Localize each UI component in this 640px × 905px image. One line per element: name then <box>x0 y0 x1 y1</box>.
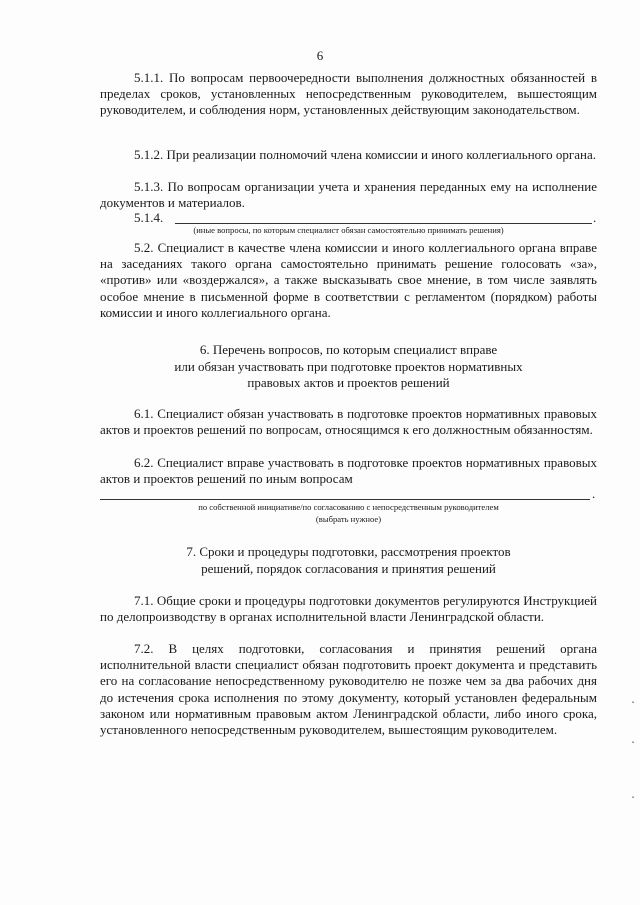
paragraph-5-1-2: 5.1.2. При реализации полномочий члена комиссии и иного коллегиального органа. <box>134 147 597 162</box>
blank-line-5-1-4 <box>175 223 592 224</box>
page-number: 6 <box>316 48 324 63</box>
paragraph-7-1: 7.1. Общие сроки и процедуры подготовки документов регулируются Инструкцией по делопроизводству в органах исполнительной власти Ленинградской области. <box>100 593 597 625</box>
section-6-heading-line: правовых актов и проектов решений <box>247 375 450 390</box>
paragraph-5-1-1: 5.1.1. По вопросам первоочередности выполнения должностных обязанностей в пределах сроков, установленных непосредственным руководителем, вышестоящим руководителем, и соблюдения норм, установленных действующим законодательством. <box>100 70 597 118</box>
paragraph-5-1-4-label: 5.1.4. <box>134 210 164 225</box>
section-7-heading <box>100 544 597 577</box>
margin-scan-mark: ▪ <box>631 700 634 706</box>
paragraph-6-2: 6.2. Специалист вправе участвовать в подготовке проектов нормативных правовых актов и проектов решений по иным вопросам <box>100 455 597 487</box>
section-6-heading <box>100 342 597 392</box>
paragraph-5-1-3: 5.1.3. По вопросам организации учета и хранения переданных ему на исполнение документов и материалов. <box>100 179 597 211</box>
paragraph-7-2: 7.2. В целях подготовки, согласования и принятия решений органа исполнительной власти специалист обязан подготовить проект документа и представить его на согласование непосредственному руководителю не позже чем за два рабочих дня до истечения срока исполнения по этому документу, который установлен федеральным законом или нормативным правовым актом Ленинградской области, либо иного срока, установленного непосредственным руководителем, вышестоящим руководителем. <box>100 641 597 738</box>
section-6-heading-line: или обязан участвовать при подготовке проектов нормативных <box>174 358 523 374</box>
paragraph-6-2-end: . <box>592 486 596 501</box>
margin-scan-mark: ▪ <box>631 795 634 801</box>
section-7-heading-line: 7. Сроки и процедуры подготовки, рассмотрения проектов <box>186 544 511 559</box>
paragraph-5-2: 5.2. Специалист в качестве члена комиссии и иного коллегиального органа вправе на заседаниях такого органа самостоятельно принимать решение голосовать «за», «против» или «воздержался», а также высказывать свое мнение, в том числе заявлять особое мнение в письменной форме в соответствии с регламентом (порядком) работы комиссии и иного коллегиального органа. <box>100 240 597 320</box>
paragraph-5-1-4-end: . <box>593 210 597 225</box>
section-6-heading-line: 6. Перечень вопросов, по которым специалист вправе <box>199 342 498 357</box>
note-6-2-choose: (выбрать нужное) <box>315 514 382 524</box>
note-6-2: по собственной инициативе/по согласованию с непосредственным руководителем <box>198 502 499 512</box>
section-7-heading-line: решений, порядок согласования и принятия решений <box>201 560 496 576</box>
blank-line-6-2 <box>100 499 590 500</box>
paragraph-6-1: 6.1. Специалист обязан участвовать в подготовке проектов нормативных правовых актов и проектов решений по вопросам, относящимся к его должностным обязанностям. <box>100 406 597 438</box>
margin-scan-mark: ▪ <box>631 740 634 746</box>
note-5-1-4: (иные вопросы, по которым специалист обязан самостоятельно принимать решения) <box>193 225 504 235</box>
